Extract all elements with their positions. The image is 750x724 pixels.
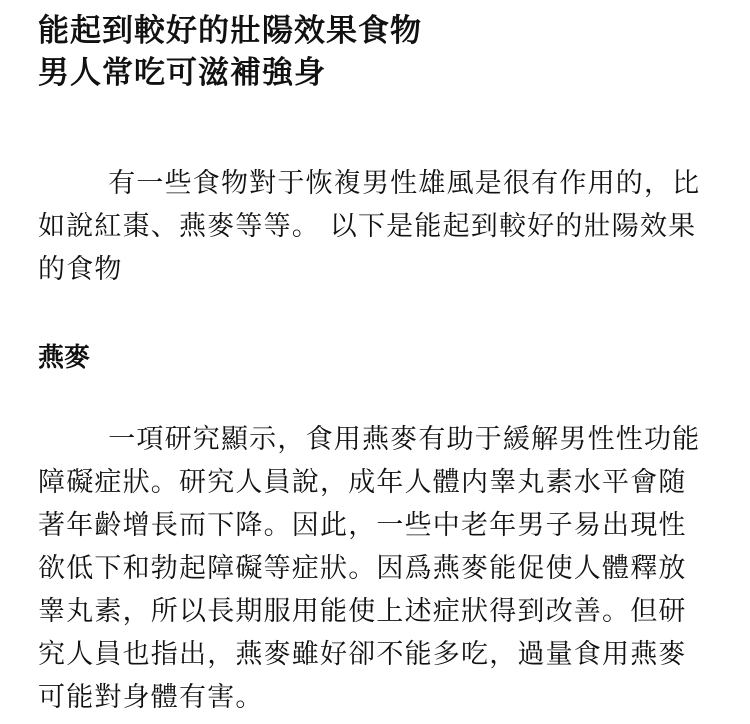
- section-heading: 燕麥: [38, 343, 91, 373]
- article-title-line-1: 能起到較好的壯陽效果食物: [38, 13, 422, 49]
- section-paragraph: 一項研究顯示，食用燕麥有助于緩解男性性功能障礙症狀。研究人員說，成年人體内睾丸素水平會随著年齡增長而下降。因此，一些中老年男子易出現性欲低下和勃起障礙等症狀。因爲燕麥能促使人體釋放睾丸素，所以長期服用能使上述症狀得到改善。但研究人員也指出，燕麥雖好卻不能多吃，過量食用燕麥可能對身體有害。: [38, 424, 701, 713]
- intro-paragraph: 有一些食物對于恢複男性雄風是很有作用的，比如說紅棗、燕麥等等。 以下是能起到較好的壯陽效果的食物: [38, 168, 701, 285]
- article-title-line-2: 男人常吃可滋補強身: [38, 55, 326, 91]
- article-title: [38, 10, 718, 94]
- article: [38, 10, 718, 713]
